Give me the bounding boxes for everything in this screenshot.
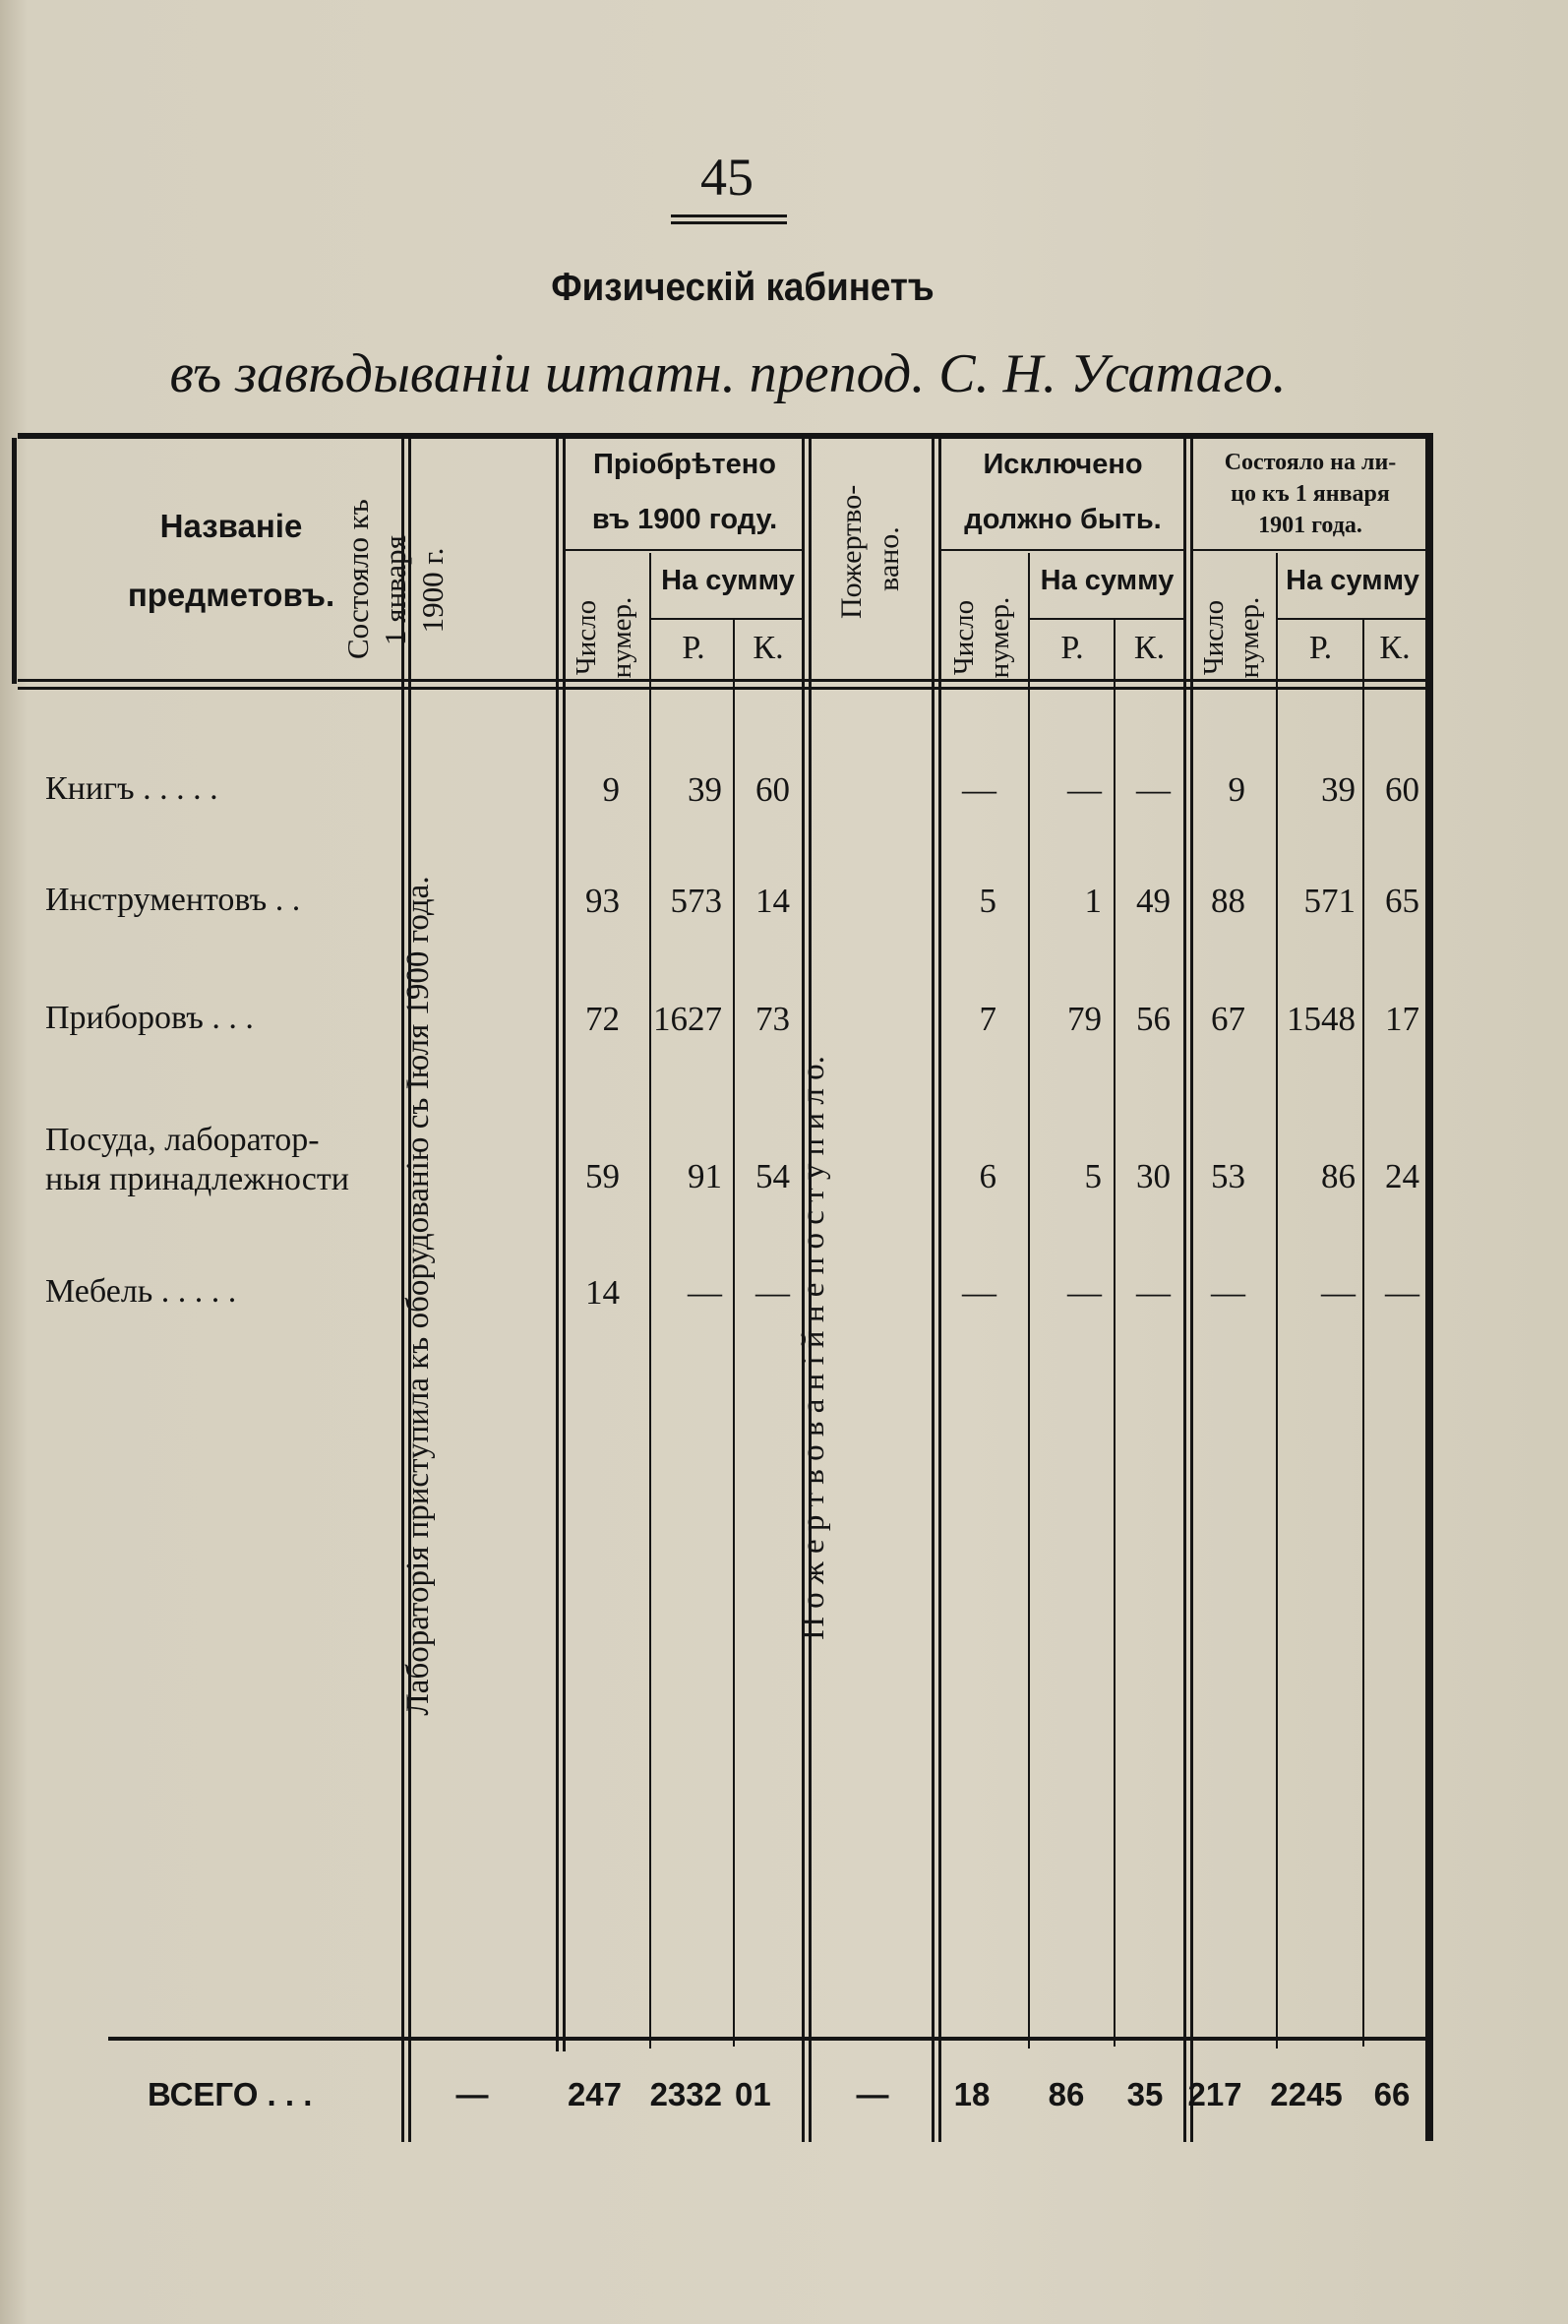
header-remaining-sum: На сумму [1286, 565, 1419, 596]
cell: 18 [953, 2076, 991, 2112]
subheader-rule [1278, 618, 1425, 620]
total-rule [108, 2037, 1426, 2041]
cell: 49 [1136, 882, 1171, 920]
header-donated-line2: вано. [873, 526, 905, 591]
cell: 6 [979, 1157, 996, 1195]
table-right-border [1425, 433, 1433, 2141]
cell: — [688, 1273, 722, 1312]
row-label: Книгъ . . . . . [45, 770, 218, 807]
header-remaining-line3: 1901 года. [1258, 513, 1362, 538]
cell: — [1385, 1273, 1419, 1312]
cell: 17 [1385, 1000, 1419, 1038]
subheader-rule [651, 618, 802, 620]
cell: 9 [602, 770, 620, 809]
table-left-border [12, 438, 17, 684]
header-acquired-kop: К. [753, 630, 784, 666]
cell: — [455, 2076, 489, 2112]
cell: 35 [1126, 2076, 1164, 2112]
cell: 1627 [653, 1000, 722, 1038]
cell: 53 [1211, 1157, 1245, 1195]
cell: 1 [1084, 882, 1102, 920]
cell: — [1067, 770, 1102, 809]
subheader-rule [1193, 549, 1425, 551]
cell: 60 [755, 770, 790, 809]
header-stood-line2: 1 января [378, 535, 412, 645]
cell: 5 [1084, 1157, 1102, 1195]
cell: 88 [1211, 882, 1245, 920]
cell: — [755, 1273, 790, 1312]
cell: 5 [979, 882, 996, 920]
lab-note: Лабораторія приступила къ оборудованію съ Іюля 1900 года. [400, 876, 436, 1716]
column-line [1190, 438, 1193, 2142]
cell: — [856, 2076, 889, 2112]
cell: 67 [1211, 1000, 1245, 1038]
cell: 91 [688, 1157, 722, 1195]
cell: 01 [735, 2076, 771, 2112]
header-donated [833, 484, 912, 619]
header-remaining-line2: цо къ 1 января [1231, 481, 1390, 507]
column-line [1183, 438, 1186, 2142]
column-line [1028, 553, 1030, 2049]
column-line [938, 438, 941, 2142]
header-excluded-rub: Р. [1060, 630, 1084, 666]
header-count-line2: нумер. [984, 596, 1015, 679]
cell: — [1136, 770, 1171, 809]
cell: 56 [1136, 1000, 1171, 1038]
header-stood-line1: Состояло къ [340, 499, 375, 659]
donations-note: П о ж е р т в о в а н і й н е п о с т у п и л о. [796, 1056, 831, 1640]
cell: 9 [1228, 770, 1245, 809]
header-acquired-count [569, 586, 647, 689]
row-label: Инструментовъ . . [45, 882, 301, 918]
column-line [1276, 553, 1278, 2049]
header-count-line2: нумер. [606, 596, 637, 679]
row-label-continued: ныя принадлежности [45, 1161, 349, 1197]
cell: 73 [755, 1000, 790, 1038]
header-count-line1: Число [1198, 599, 1230, 676]
header-excluded-count [946, 586, 1025, 689]
header-acquired-line2: въ 1900 году. [591, 504, 778, 535]
cell: 1548 [1287, 1000, 1356, 1038]
page-title: Физическій кабинетъ [551, 266, 935, 309]
row-label: Посуда, лаборатор- [45, 1122, 320, 1158]
cell: — [962, 1273, 996, 1312]
column-line [733, 620, 735, 2047]
cell: 247 [567, 2076, 622, 2112]
header-count-line2: нумер. [1234, 596, 1265, 679]
header-name-line1: Названіе [159, 508, 303, 544]
header-acquired-sum: На сумму [661, 565, 795, 596]
cell: — [1211, 1273, 1245, 1312]
cell: 39 [1321, 770, 1356, 809]
header-remaining-count [1196, 586, 1275, 689]
page-number-rule [671, 214, 787, 217]
cell: 2245 [1270, 2076, 1343, 2112]
cell: 30 [1136, 1157, 1171, 1195]
column-line [556, 438, 559, 2051]
header-remaining-line1: Состояло на ли- [1224, 450, 1397, 475]
cell: 86 [1048, 2076, 1085, 2112]
cell: 14 [755, 882, 790, 920]
subheader-rule [1030, 618, 1183, 620]
column-line [932, 438, 935, 2142]
cell: — [962, 770, 996, 809]
cell: — [1067, 1273, 1102, 1312]
cell: 60 [1385, 770, 1419, 809]
table-top-border [18, 433, 1432, 439]
cell: 54 [755, 1157, 790, 1195]
cell: 24 [1385, 1157, 1419, 1195]
cell: 72 [585, 1000, 620, 1038]
subheader-rule [566, 549, 802, 551]
header-excluded-sum: На сумму [1040, 565, 1175, 596]
column-line [1362, 620, 1364, 2047]
header-stood-line3: 1900 г. [415, 547, 450, 634]
column-line [563, 438, 566, 2051]
cell: 39 [688, 770, 722, 809]
header-count-line1: Число [948, 599, 980, 676]
cell: 7 [979, 1000, 996, 1038]
cell: — [1136, 1273, 1171, 1312]
cell: 14 [585, 1273, 620, 1312]
cell: 217 [1187, 2076, 1242, 2112]
cell: 93 [585, 882, 620, 920]
cell: 571 [1303, 882, 1356, 920]
header-remaining-kop: К. [1379, 630, 1411, 666]
cell: 66 [1373, 2076, 1411, 2112]
header-remaining-rub: Р. [1308, 630, 1333, 666]
cell: 65 [1385, 882, 1419, 920]
header-excluded-line1: Исключено [983, 449, 1143, 480]
header-excluded-kop: К. [1133, 630, 1166, 666]
cell: 573 [670, 882, 722, 920]
header-stood [339, 499, 457, 659]
subheader-rule [941, 549, 1183, 551]
row-label: Мебель . . . . . [45, 1273, 237, 1310]
cell: 59 [585, 1157, 620, 1195]
header-count-line1: Число [571, 599, 602, 676]
page-number-rule [671, 221, 787, 224]
cell: 86 [1321, 1157, 1356, 1195]
page-subtitle: въ завѣдываніи штатн. препод. С. Н. Усатаго. [169, 343, 1287, 404]
cell: 2332 [649, 2076, 722, 2112]
cell: — [1321, 1273, 1356, 1312]
header-acquired-rub: Р. [682, 630, 705, 666]
header-excluded-line2: должно быть. [964, 504, 1162, 535]
row-label: Приборовъ . . . [45, 1000, 254, 1036]
header-acquired-line1: Пріобрѣтено [593, 449, 776, 480]
column-line [1114, 620, 1116, 2047]
total-label: ВСЕГО . . . [148, 2076, 313, 2112]
header-donated-line1: Пожертво- [835, 484, 868, 619]
cell: 79 [1067, 1000, 1102, 1038]
header-name-line2: предметовъ. [127, 577, 335, 613]
page-number: 45 [700, 148, 754, 207]
